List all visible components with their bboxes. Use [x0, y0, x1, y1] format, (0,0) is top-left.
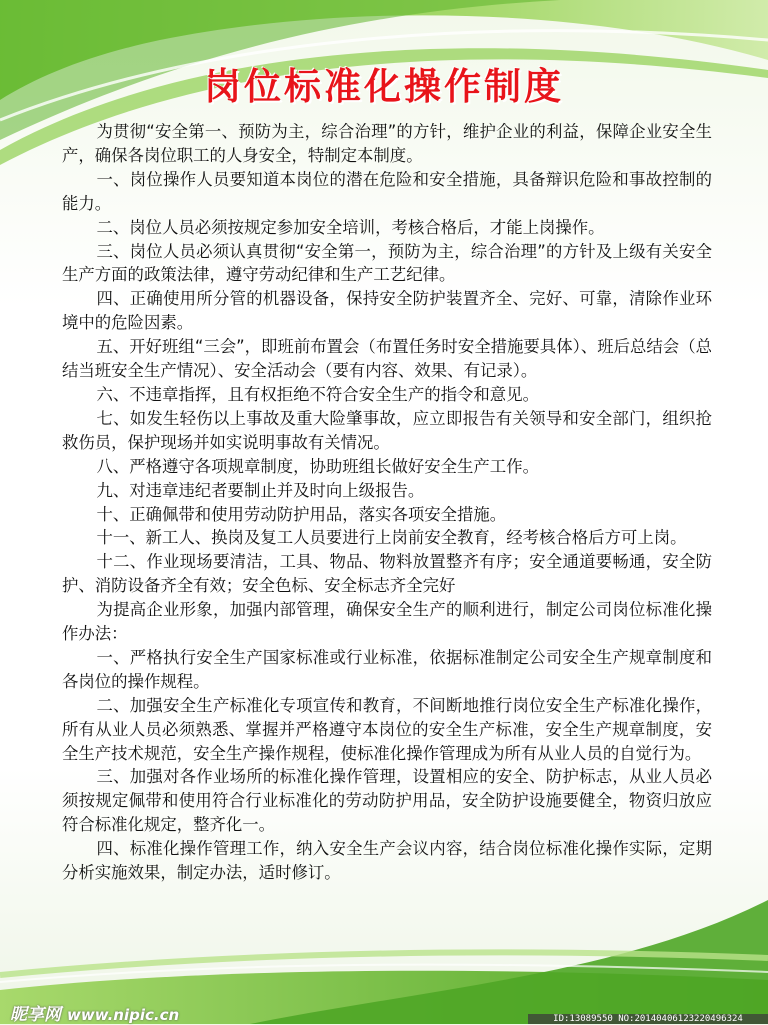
watermark-id: ID:13089550 NO:20140406123220496324	[528, 1014, 768, 1024]
paragraph: 九、对违章违纪者要制止并及时向上级报告。	[96, 480, 425, 500]
paragraph: 二、加强安全生产标准化专项宣传和教育，不间断地推行岗位安全生产标准化操作，所有从业人员必须熟悉、掌握并严格遵守本岗位的安全生产标准，安全生产规章制度，安全生产技术规范，安全生产操作规程，使标准化操作管理成为所有从业人员的自觉行为。	[62, 695, 712, 763]
paragraph: 一、岗位操作人员要知道本岗位的潜在危险和安全措施，具备辩识危险和事故控制的能力。	[62, 169, 712, 213]
paragraph: 为贯彻“安全第一、预防为主，综合治理”的方针，维护企业的利益，保障企业安全生产，确保各岗位职工的人身安全，特制定本制度。	[62, 122, 712, 165]
page-title: 岗位标准化操作制度	[204, 65, 564, 108]
paragraph: 二、岗位人员必须按规定参加安全培训，考核合格后，才能上岗操作。	[96, 217, 605, 237]
watermark-url: www.nipic.cn	[67, 1006, 180, 1024]
paragraph: 四、正确使用所分管的机器设备，保持安全防护装置齐全、完好、可靠，清除作业环境中的危险因素。	[62, 289, 712, 333]
paragraph: 三、岗位人员必须认真贯彻“安全第一，预防为主，综合治理”的方针及上级有关安全生产方面的政策法律，遵守劳动纪律和生产工艺纪律。	[62, 241, 712, 285]
paragraph: 四、标准化操作管理工作，纳入安全生产会议内容，结合岗位标准化操作实际，定期分析实施效果，制定办法，适时修订。	[62, 839, 712, 883]
watermark-logo	[10, 1000, 179, 1025]
paragraph: 为提高企业形象，加强内部管理，确保安全生产的顺利进行，制定公司岗位标准化操作办法：	[62, 600, 712, 644]
paragraph: 一、严格执行安全生产国家标准或行业标准，依据标准制定公司安全生产规章制度和各岗位的操作规程。	[62, 647, 712, 691]
paragraph: 七、如发生轻伤以上事故及重大险肇事故，应立即报告有关领导和安全部门，组织抢救伤员，保护现场并如实说明事故有关情况。	[62, 408, 712, 452]
paragraph: 八、严格遵守各项规章制度，协助班组长做好安全生产工作。	[96, 456, 539, 476]
paragraph: 十、正确佩带和使用劳动防护用品，落实各项安全措施。	[96, 504, 507, 524]
watermark-logo-text: 昵享网	[10, 1005, 61, 1025]
document-body	[62, 120, 712, 885]
paragraph: 十二、作业现场要清洁，工具、物品、物料放置整齐有序；安全通道要畅通，安全防护、消防设备齐全有效；安全色标、安全标志齐全完好	[62, 552, 712, 596]
paragraph: 三、加强对各作业场所的标准化操作管理，设置相应的安全、防护标志，从业人员必须按规定佩带和使用符合行业标准化的劳动防护用品，安全防护设施要健全，物资归放应符合标准化规定，整齐化一。	[62, 767, 712, 835]
paragraph: 六、不违章指挥，且有权拒绝不符合安全生产的指令和意见。	[96, 384, 539, 404]
paragraph: 五、开好班组“三会”，即班前布置会（布置任务时安全措施要具体）、班后总结会（总结当班安全生产情况）、安全活动会（要有内容、效果、有记录）。	[62, 337, 712, 381]
paragraph: 十一、新工人、换岗及复工人员要进行上岗前安全教育，经考核合格后方可上岗。	[96, 528, 687, 548]
